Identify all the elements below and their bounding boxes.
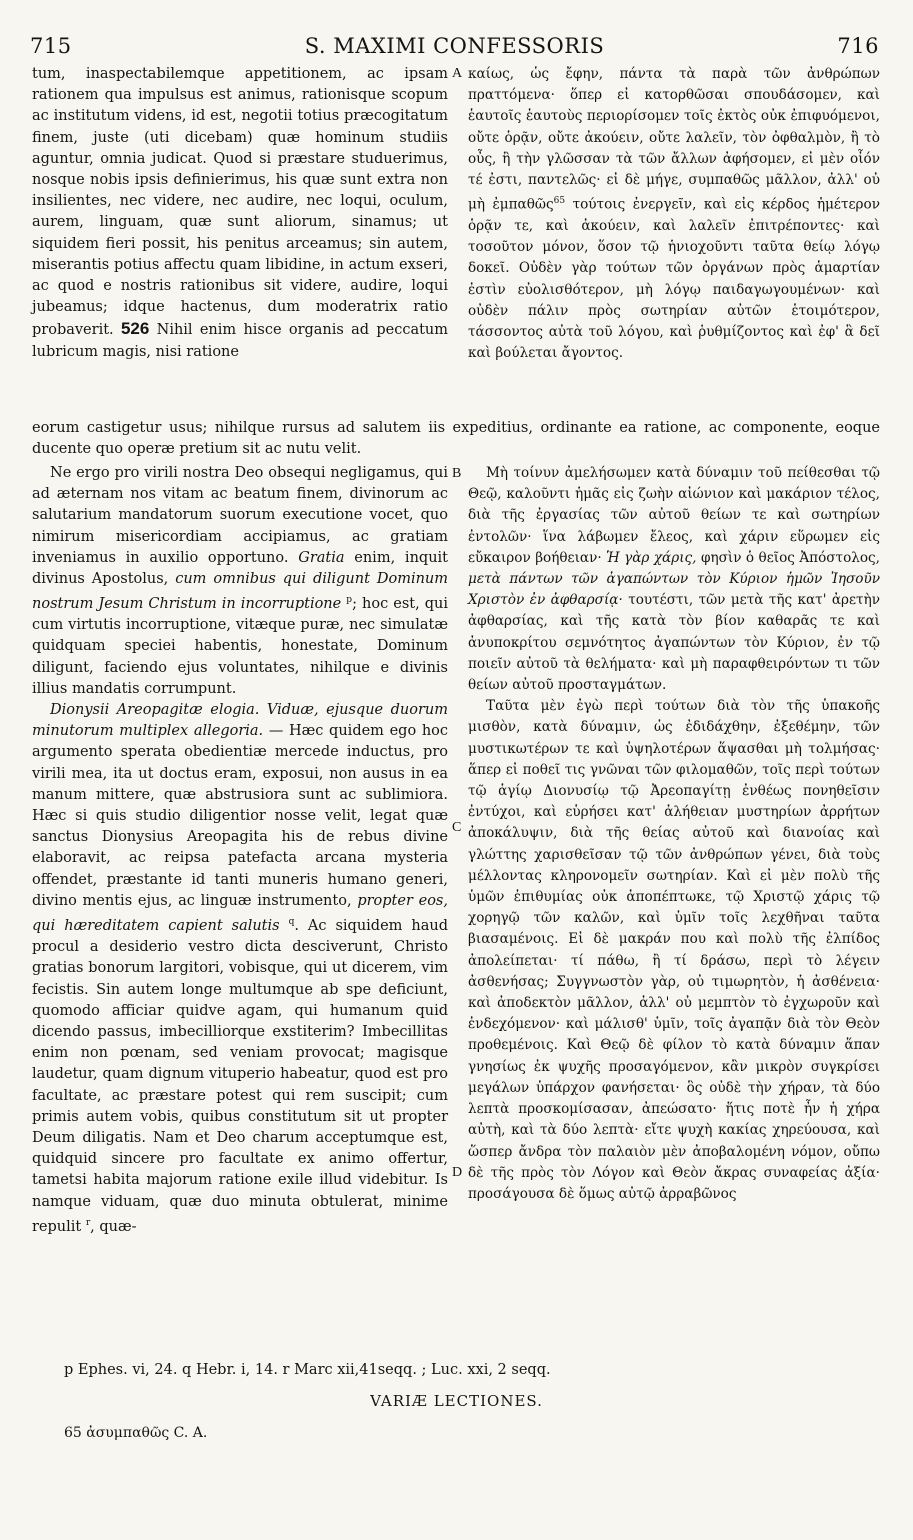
variae-lectiones-heading: VARIÆ LECTIONES. xyxy=(370,1392,543,1410)
running-header xyxy=(30,34,879,64)
latin-text: tum, inaspectabilemque appetitionem, ac ipsam rationem qua impulsus est animus, rationisque scopum ac institutum videns, id est, negotii totius præcogitatum finem, juste (uti dicebam) quæ hominum studiis aguntur, omnia judicat. Quod si præstare studuerimus, nosque nobis ipsis definierimus, his quæ sunt extra non insilientes, nec videre, nec audire, nec loqui, oculum, aurem, linguam, quæ sunt aliorum, sinamus; ut siquidem fieri possit, his penitus arceamus; sin autem, miserantis potius affectu quam libidine, in actum exseri, ac quod e nostris rationibus sit videre, audire, loqui jubeamus; idque hactenus, dum moderatrix ratio probaverit. xyxy=(32,66,448,339)
scripture-quote: cum omnibus qui diligunt Dominum nostrum Jesum Christum in incorruptione xyxy=(32,571,449,613)
running-title: S. MAXIMI CONFESSORIS xyxy=(304,34,605,58)
column-number: 526 xyxy=(120,319,150,339)
latin-text: — Hæc quidem ego hoc argumento sperata obedientiæ mercede inductus, pro virili mea, ita ut doctus eram, exposui, non ausus in ea manum mittere, quæ abstrusiora sunt ac sublimiora. Hæc si quis studio diligentior nosse velit, legat quæ sanctus Dionysius Areopagita his de rebus divine elaboravit, ac reipsa patefacta arcana mysteria offendet, præstante id tanti muneris humano generi, divino mentis ejus, ac linguæ instrumento, xyxy=(32,723,449,909)
margin-letter-b: B xyxy=(452,466,462,481)
greek-paragraph xyxy=(468,696,880,1205)
latin-column-top xyxy=(32,64,448,363)
latin-italic: Gratia xyxy=(298,549,345,566)
latin-text: . Ac siquidem haud procul a desiderio vestro dicta desciverunt, Christo gratias bonorum largitori, vobisque, qui ut dicerem, vim fecistis. Sin autem longe multumque ab spe deficiunt, quomodo afficiar quidve agam, qui humanum quid dicendo passus, imbecilliorque exstiterim? Imbecillitas enim non pœnam, sed veniam provocat; magisque laudetur, quam dignum vituperio habeatur, quod est pro facultate, ac præstare potest qui rem suscipit; cum primis autem vobis, quibus constitutum sit ut propter Deum diligatis. Nam et Deo charum acceptumque est, quidquid sincere pro facultate ex animo offertur, tametsi habita majorum ratione exile illud videbitur. Is namque viduam, quæ duo minuta obtulerat, minime repulit xyxy=(32,917,448,1235)
greek-text: τούτοις ἐνεργεῖν, καὶ εἰς κέρδος ἡμέτερον ὁρᾷν τε, καὶ ἀκούειν, καὶ λαλεῖν ἐπιτρέποντες· καὶ τοσοῦτον μόνον, ὅσον τῷ ἡνιοχοῦντι ταῦτα θείῳ λόγῳ δοκεῖ. Οὐδὲν γὰρ τούτων τῶν ὀργάνων πρὸς ἁμαρτίαν ἐστὶν εὐολισθότερον, μὴ λόγῳ παιδαγωγουμένων· καὶ οὐδὲν πάλιν πρὸς σωτηρίαν αὐτῶν ἑτοιμότερον, τάσσοντος αὐτὰ τοῦ λόγου, καὶ ῥυθμίζοντος καὶ ἐφ' ἃ δεῖ καὶ βούλεται ἄγοντος. xyxy=(468,196,880,362)
page-number-right: 716 xyxy=(837,34,879,58)
footnote-marker: p xyxy=(346,595,353,606)
greek-paragraph xyxy=(468,463,880,696)
latin-text: enim, inquit divinus Apostolus, xyxy=(32,549,448,588)
greek-text: Μὴ τοίνυν ἀμελήσωμεν κατὰ δύναμιν τοῦ πείθεσθαι τῷ Θεῷ, καλοῦντι ἡμᾶς εἰς ζωὴν αἰώνιον καὶ μακάριον τέλος, διὰ τῆς ἐργασίας τῶν αὐτοῦ θείων τε καὶ σωτηρίων ἐντολῶν· ἵνα λάβωμεν ἔλεος, καὶ χάριν εὕρωμεν εἰς εὔκαιρον βοήθειαν· xyxy=(468,465,880,566)
latin-column-bottom xyxy=(32,463,448,1238)
page-number-left: 715 xyxy=(30,34,72,58)
greek-paragraph xyxy=(468,64,880,364)
margin-letter-d: D xyxy=(452,1165,463,1180)
greek-column-bottom xyxy=(468,463,880,1205)
latin-paragraph xyxy=(32,64,448,363)
greek-column-top xyxy=(468,64,880,364)
greek-text: καίως, ὡς ἔφην, πάντα τὰ παρὰ τῶν ἀνθρώπων πραττόμενα· ὅπερ εἰ κατορθῶσαι σπουδάσομεν, καὶ ἑαυτοῖς ἑαυτοὺς περιορίσομεν τοῖς ἐκτὸς οὐκ ἐπιφυόμενοι, οὔτε ὁρᾷν, οὔτε ἀκούειν, οὔτε λαλεῖν, τὸν ὀφθαλμὸν, ἢ τὸ οὖς, ἢ τὴν γλῶσσαν τὰ τῶν ἄλλων ἀφήσομεν, εἰ μὲν οἷόν τέ ἐστι, παντελῶς· εἰ δὲ μήγε, συμπαθῶς μᾶλλον, ἀλλ' οὐ μὴ ἐμπαθῶς xyxy=(468,66,880,213)
margin-letter-c: C xyxy=(452,820,462,835)
spanning-latin-lines: eorum castigetur usus; nihilque rursus ad salutem iis expeditius, ordinante ea ratione, ac componente, eoque ducente quo operæ pretium sit ac nutu velit. xyxy=(32,420,880,458)
footnote-marker: 65 xyxy=(553,196,566,207)
latin-text: Ne ergo pro virili nostra Deo obsequi negligamus, qui ad æternam nos vitam ac beatum finem, divinorum ac salutarium mandatorum suorum executione vocet, quo nimirum misericordiam accipiamus, ac gratiam inveniamus in auxilio opportuno. xyxy=(32,465,448,566)
latin-paragraph xyxy=(32,463,448,700)
latin-text: ; hoc est, qui cum virtutis incorruptione, vitæque puræ, nec simulatæ quidquam speciei habentis, honestate, Dominum diligunt, faciendo ejus voluntates, nihilque e divinis illius mandatis corrumpunt. xyxy=(32,596,448,697)
footnotes: p Ephes. vi, 24. q Hebr. i, 14. r Marc xii,41seqq. ; Luc. xxi, 2 seqq. xyxy=(64,1362,551,1378)
latin-text: Nihil enim hisce organis ad peccatum lubricum magis, nisi ratione xyxy=(32,322,449,360)
greek-text: τουτέστι, τῶν μετὰ τῆς κατ' ἀρετὴν ἀφθαρσίας, καὶ τῆς κατὰ τὸν βίον καθαρᾶς τε καὶ ἀνυποκρίτου σεμνότητος ἀγαπώντων τὸν Κύριον, ἐν τῷ ποιεῖν αὐτοῦ τὰ θελήματα· καὶ μὴ παραφθειρόντων τι τῶν θείων αὐτοῦ προσταγμάτων. xyxy=(468,592,880,694)
footnote-marker: r xyxy=(85,1217,91,1228)
margin-letter-a: A xyxy=(452,66,463,81)
section-heading: Dionysii Areopagitæ elogia. Viduæ, ejusque duorum minutorum multiplex allegoria. xyxy=(32,702,448,740)
footnote-marker: q xyxy=(288,917,295,928)
scripture-quote: propter eos, qui hæreditatem capient salutis xyxy=(32,892,448,934)
latin-paragraph xyxy=(32,700,448,1238)
greek-text: Ταῦτα μὲν ἐγὼ περὶ τούτων διὰ τὸν τῆς ὑπακοῆς μισθὸν, κατὰ δύναμιν, ὡς ἐδιδάχθην, ἐξεθέμην, τῶν μυστικωτέρων τε καὶ ὑψηλοτέρων ἅψασθαι μὴ τολμήσας· ἅπερ εἰ ποθεῖ τις γνῶναι τῶν φιλομαθῶν, τοῖς περὶ τούτων τῷ ἁγίῳ Διονυσίῳ τῷ Ἀρεοπαγίτῃ ἐνθέως πονηθεῖσιν ἐντύχοι, καὶ εὑρήσει κατ' ἀλήθειαν μυστηρίων ἀρρήτων ἀποκάλυψιν, διὰ τῆς θείας αὐτοῦ καὶ διανοίας καὶ γλώττης χαρισθεῖσαν τῷ τῶν ἀνθρώπων γένει, διὰ τοὺς μέλλοντας κληρονομεῖν σωτηρίαν. Καὶ εἰ μὲν πολὺ τῆς ὑμῶν ἐπιθυμίας οὐκ ἀποπέπτωκε, τῷ Χριστῷ χάρις τῷ χορηγῷ τῶν καλῶν, καὶ ὑμῖν τοῖς λεχθῆναι ταῦτα βιασαμένοις. Εἰ δὲ μακράν που καὶ πολὺ τῆς ἐλπίδος ἀπολείπεται· τί πάθω, ἢ τί δράσω, περὶ τὸ λέγειν ἀσθενήσας; Συγγνωστὸν γὰρ, οὐ τιμωρητὸν, ἡ ἀσθένεια· καὶ ἀποδεκτὸν μᾶλλον, ἀλλ' οὐ μεμπτὸν τὸ ἐγχωροῦν καὶ ἐνδεχόμενον· καὶ μάλισθ' ὑμῖν, τοῖς ἀγαπᾷν διὰ τὸν Θεὸν προθεμένοις. Καὶ Θεῷ δὲ φίλον τὸ κατὰ δύναμιν ἅπαν γνησίως ἐκ ψυχῆς προσαγόμενον, κἂν μικρὸν συγκρίσει μεγάλων ὑπάρχον φανήσεται· ὃς οὐδὲ τὴν χήραν, τὰ δύο λεπτὰ προσκομίσασαν, ἀπεώσατο· ἥτις ποτὲ ἦν ἡ χήρα αὐτὴ, καὶ τὰ δύο λεπτὰ· εἴτε ψυχὴ κακίας χηρεύουσα, καὶ ὥσπερ ἄνδρα τὸν παλαιὸν μὲν ἀποβαλομένη νόμον, οὔπω δὲ τῆς πρὸς τὸν Λόγον καὶ Θεὸν ἄκρας συναφείας ἀξία· προσάγουσα δὲ ὅμως αὐτῷ ἀρραβῶνος xyxy=(468,698,880,1202)
greek-text: φησὶν ὁ θεῖος Ἀπόστολος, xyxy=(700,549,880,566)
variant-reading: 65 ἀσυμπαθῶς C. A. xyxy=(64,1425,208,1441)
scripture-quote: μετὰ πάντων τῶν ἀγαπώντων τὸν Κύριον ἡμῶν Ἰησοῦν Χριστὸν ἐν ἀφθαρσίᾳ· xyxy=(468,571,880,609)
scripture-quote: Ἡ γὰρ χάρις, xyxy=(606,549,697,566)
latin-text: , quæ- xyxy=(90,1218,137,1235)
